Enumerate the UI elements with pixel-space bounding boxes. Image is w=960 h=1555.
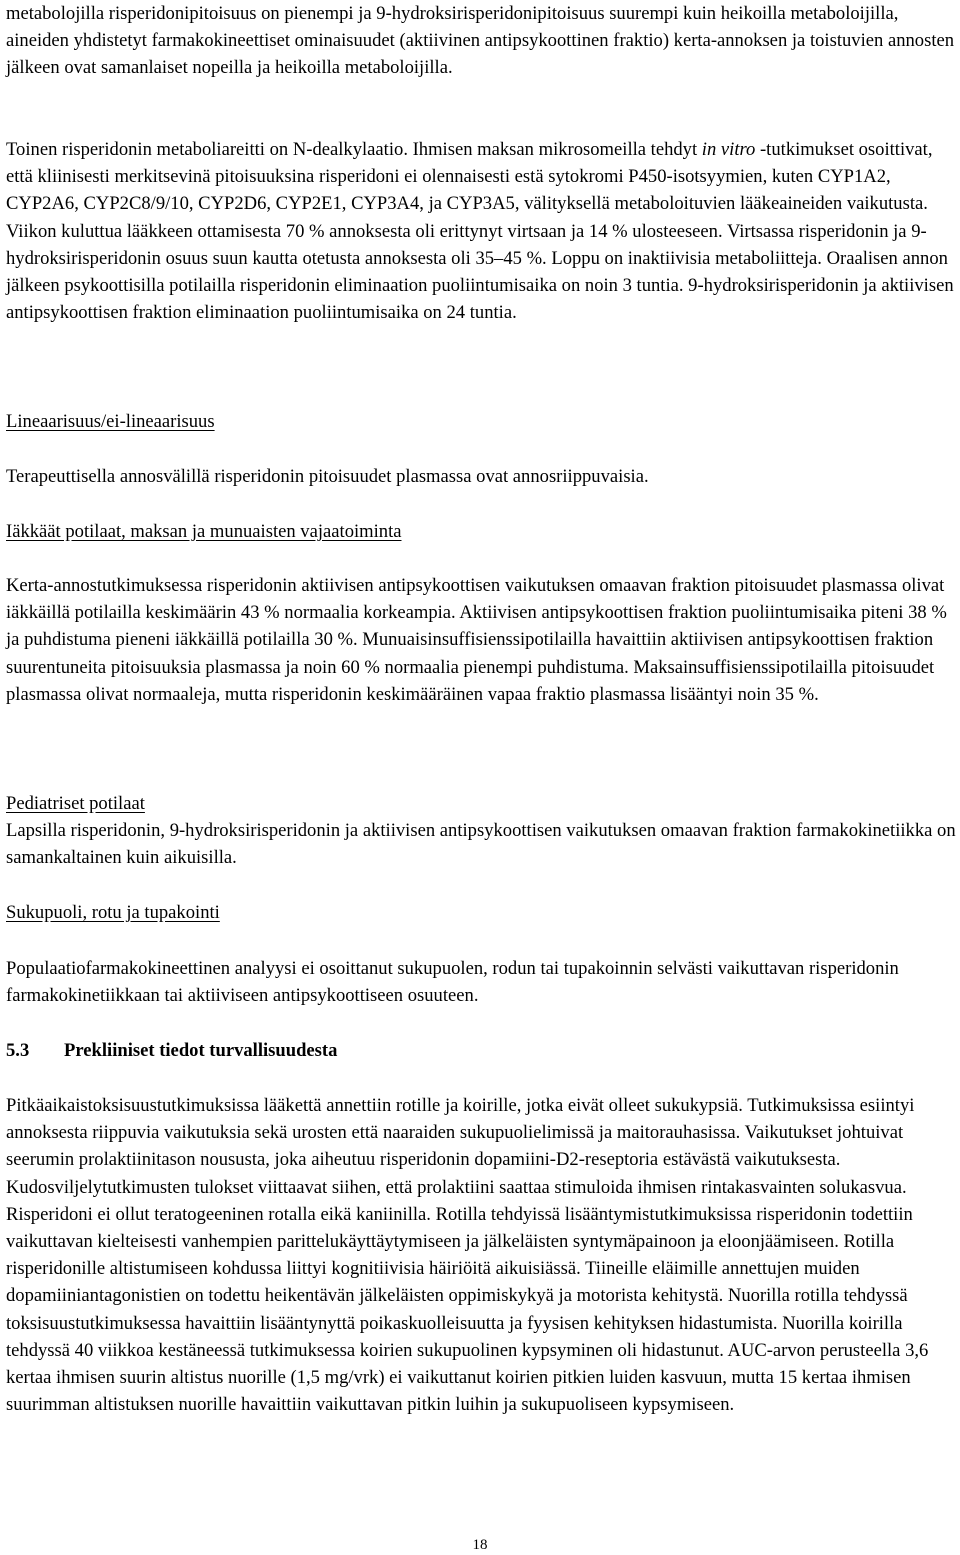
- paragraph-preclinical: Pitkäaikaistoksisuustutkimuksissa lääkettä annettiin rotille ja koirille, jotka eivät olleet sukukypsiä. Tutkimuksissa esiintyi annoksesta riippuvia vaikutuksia sekä urosten että naaraiden sukupuolielimissä ja maitorauhasissa. Vaikutukset johtuivat seerumin prolaktiinitason noususta, joka aiheutuu risperidonin dopamiini-D2-reseptoria estävästä vaikutuksesta. Kudosviljelytutkimusten tulokset viittaavat siihen, että prolaktiini saattaa stimuloida ihmisen rintakasvainten solukasvua. Risperidoni ei ollut teratogeeninen rotalla eikä kaniinilla. Rotilla tehdyissä lisääntymistutkimuksissa risperidonin todettiin vaikuttavan kielteisesti vanhempien parittelukäyttäytymiseen ja jälkeläisten syntymäpainoon ja eloonjäämiseen. Rotilla risperidonille altistumiseen kohdussa liittyi kognitiivisia häiriöitä aikuisiässä. Tiineille eläimille annettujen muiden dopamiiniantagonistien on todettu heikentävän jälkeläisten oppimiskykyä ja motorista kehitystä. Nuorilla rotilla tehdyssä toksisuustutkimuksessa havaittiin lisääntynyttä poikaskuolleisuutta ja fyysisen kehityksen hidastumista. Nuorilla koirilla tehdyssä 40 viikkoa kestäneessä tutkimuksessa koirien sukupuolinen kypsyminen oli hidastunut. AUC-arvon perusteella 3,6 kertaa ihmisen suurin altistus nuorille (1,5 mg/vrk) ei vaikuttanut koirien pitkien luiden kasvuun, mutta 15 kertaa ihmisen suurimman altistuksen nuorille havaittiin vaikuttavan pitkin luihin ja sukupuoliseen kypsymiseen.: [6, 1095, 929, 1416]
- section-heading: [6, 1037, 337, 1064]
- paragraph-elderly: Kerta-annostutkimuksessa risperidonin aktiivisen antipsykoottisen vaikutuksen omaavan fraktion pitoisuudet plasmassa olivat iäkkäillä potilailla keskimäärin 43 % normaalia korkeampia. Aktiivisen antipsykoottisen fraktion puoliintumisaika piteni 38 % ja puhdistuma pieneni iäkkäillä potilailla 30 %. Munuaisinsuffisienssipotilailla havaittiin aktiivisen antipsykoottisen fraktion suurentuneita pitoisuuksia plasmassa ja noin 60 % normaalia pienempi puhdistuma. Maksainsuffisienssipotilailla pitoisuudet plasmassa olivat normaaleja, mutta risperidonin keskimääräinen vapaa fraktio plasmassa lisääntyi noin 35 %.: [6, 575, 947, 705]
- italic-term: in vitro: [701, 139, 756, 160]
- paragraph-text: Toinen risperidonin metaboliareitti on N-dealkylaatio. Ihmisen maksan mikrosomeilla tehdyt: [6, 139, 702, 160]
- paragraph-n-dealkylation: [6, 136, 956, 326]
- subheading-sex-race-smoking: Sukupuoli, rotu ja tupakointi: [6, 902, 220, 923]
- subheading-pediatric: Pediatriset potilaat: [6, 793, 145, 814]
- section-number: 5.3: [6, 1040, 30, 1061]
- paragraph-pediatric: Lapsilla risperidonin, 9-hydroksirisperidonin ja aktiivisen antipsykoottisen vaikutuksen omaavan fraktion farmakokinetiikka on samankaltainen kuin aikuisilla.: [6, 820, 956, 869]
- paragraph-text: -tutkimukset osoittivat, että kliinisesti merkitsevinä pitoisuuksina risperidoni ei olennaisesti estä sytokromi P450-isotsyymien, kuten CYP1A2, CYP2A6, CYP2C8/9/10, CYP2D6, CYP2E1, CYP3A4, ja CYP3A5, välityksellä metaboloituvien lääkeaineiden vaikutusta. Viikon kuluttua lääkkeen ottamisesta 70 % annoksesta oli erittynyt virtsaan ja 14 % ulosteeseen. Virtsassa risperidonin ja 9-hydroksirisperidonin osuus suun kautta otetusta annoksesta oli 35–45 %. Loppu on inaktiivisia metaboliitteja. Oraalisen annon jälkeen psykoottisilla potilailla risperidonin eliminaation puoliintumisaika on noin 3 tuntia. 9-hydroksirisperidonin ja aktiivisen antipsykoottisen fraktion eliminaation puoliintumisaika on 24 tuntia.: [6, 139, 954, 324]
- subheading-linearity: Lineaarisuus/ei-lineaarisuus: [6, 411, 215, 432]
- page-number: 18: [472, 1537, 488, 1553]
- section-title: Prekliiniset tiedot turvallisuudesta: [64, 1040, 338, 1061]
- paragraph-population-pk: Populaatiofarmakokineettinen analyysi ei osoittanut sukupuolen, rodun tai tupakoinnin selvästi vaikuttavan risperidonin farmakokinetiikkaan tai aktiiviseen antipsykoottiseen osuuteen.: [6, 958, 899, 1007]
- paragraph-dose-dependency: Terapeuttisella annosvälillä risperidonin pitoisuudet plasmassa ovat annosriippuvaisia.: [6, 466, 649, 487]
- paragraph-metabolizers: metabolojilla risperidonipitoisuus on pienempi ja 9-hydroksirisperidonipitoisuus suurempi kuin heikoilla metaboloijilla, aineiden yhdistetyt farmakokineettiset ominaisuudet (aktiivinen antipsykoottinen fraktio) kerta-annoksen ja toistuvien annosten jälkeen ovat samanlaiset nopeilla ja heikoilla metaboloijilla.: [6, 3, 955, 79]
- subheading-elderly-hepatic-renal: Iäkkäät potilaat, maksan ja munuaisten vajaatoiminta: [6, 521, 402, 542]
